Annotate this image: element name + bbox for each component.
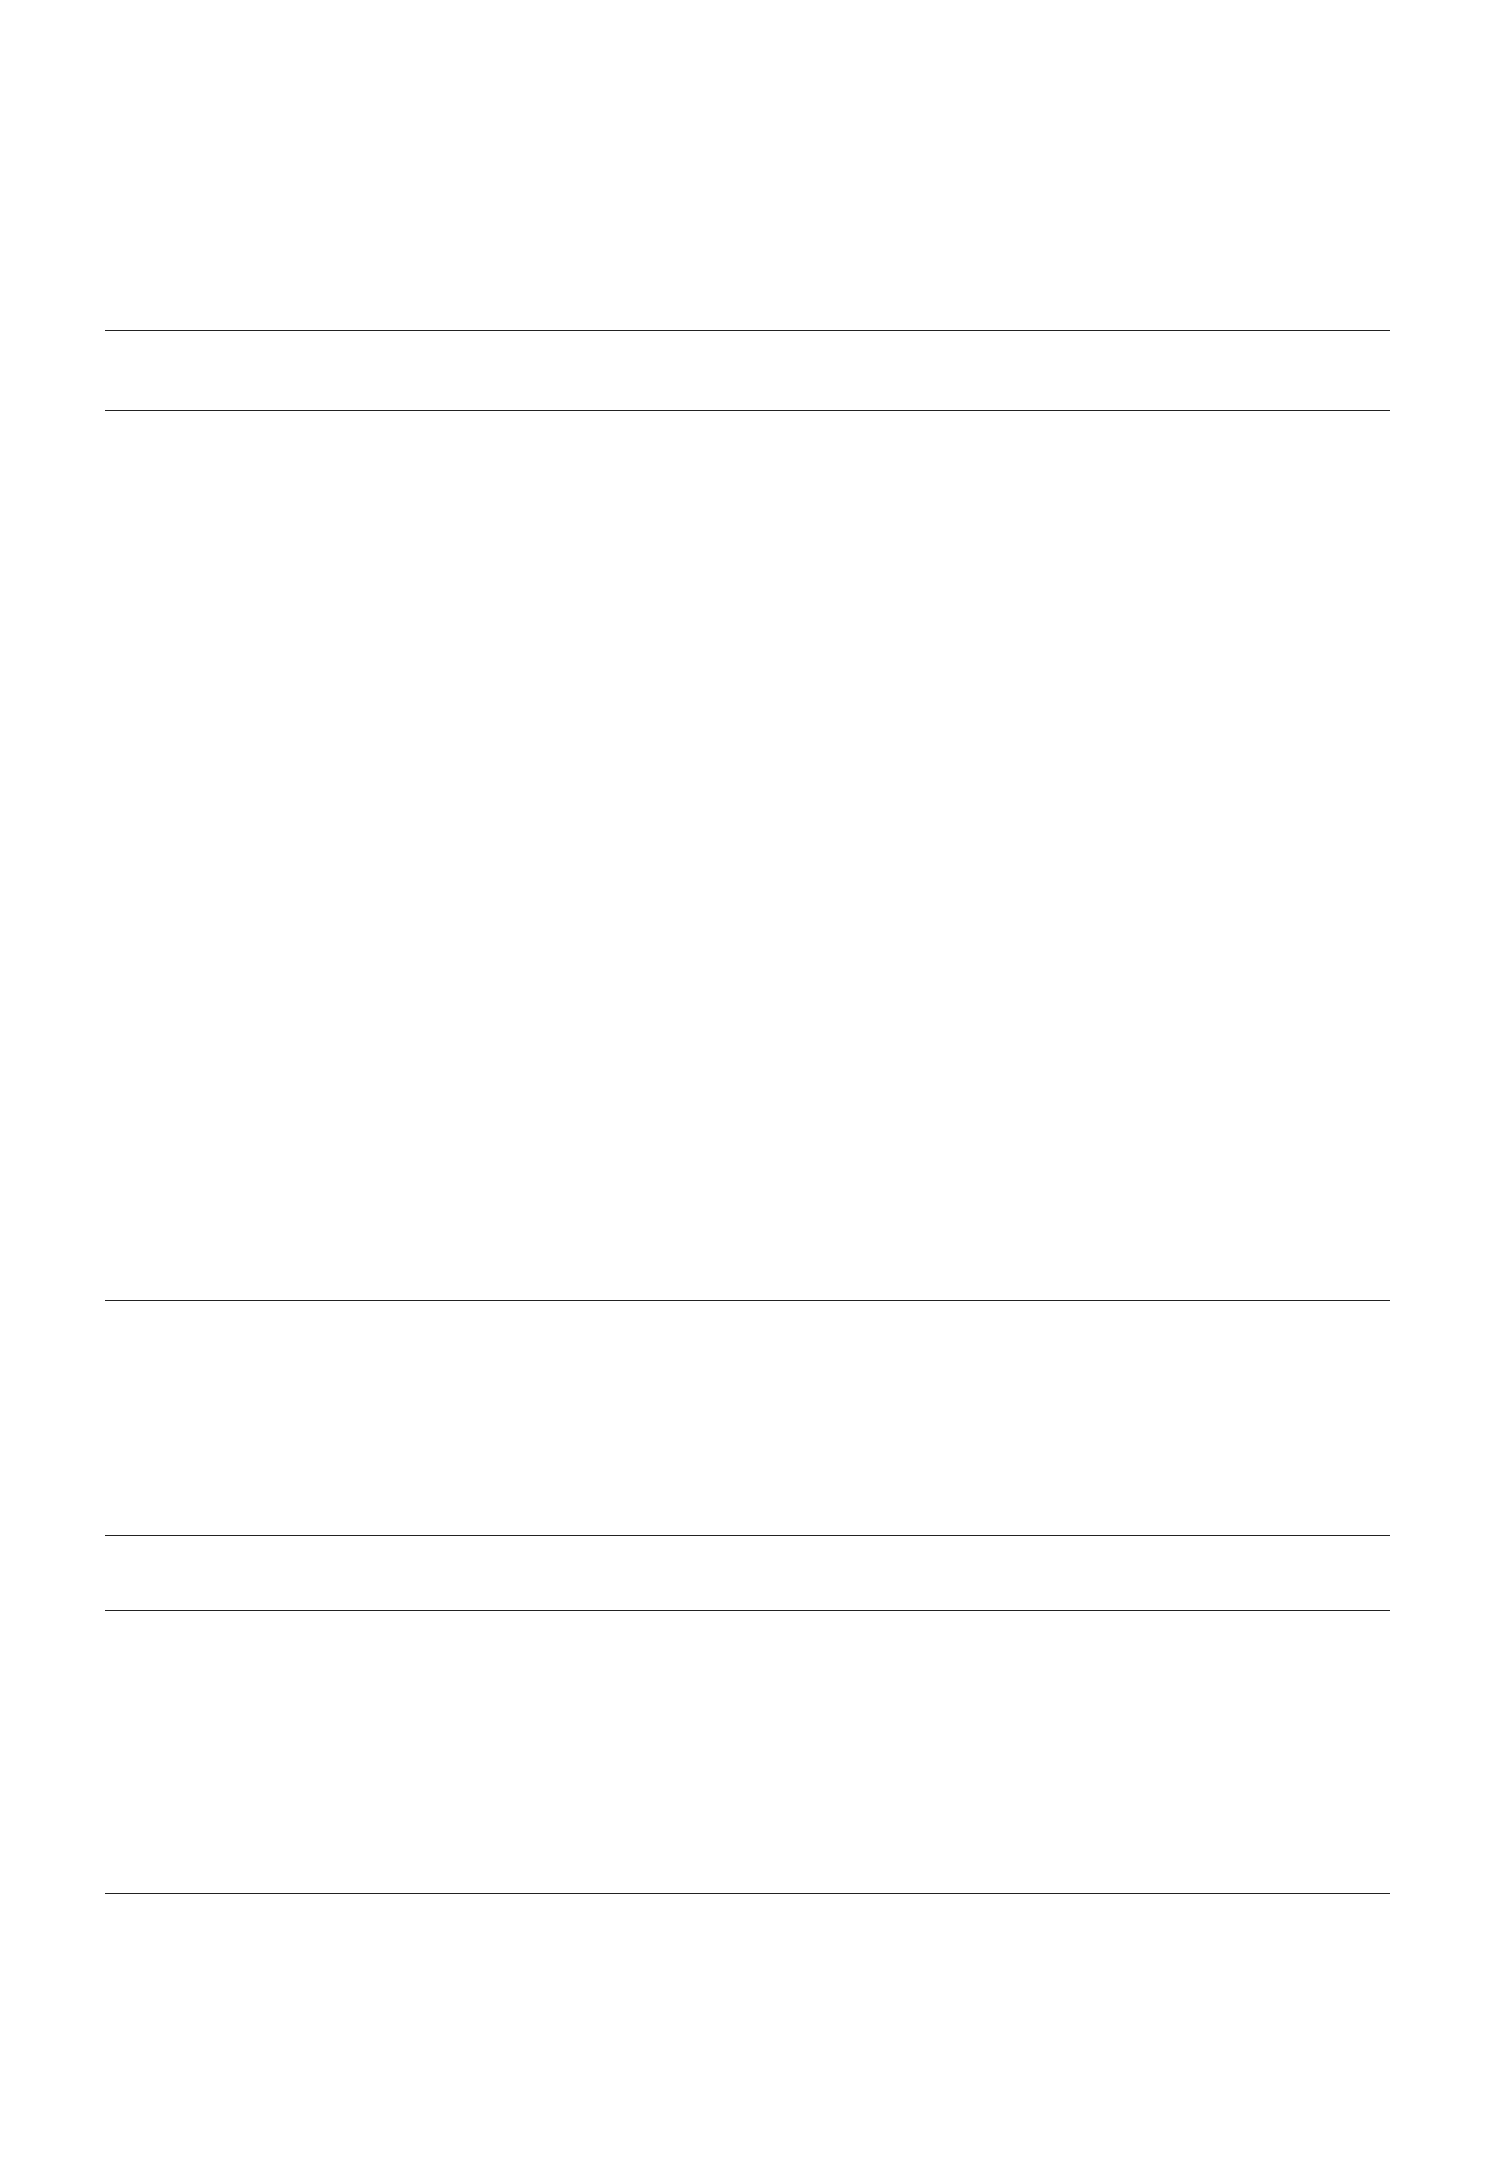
frei-top-rule xyxy=(105,1535,1390,1536)
table-bottom-rule xyxy=(105,1300,1390,1301)
table-header-rule xyxy=(105,410,1390,411)
unverbindlich-rule xyxy=(105,1893,1390,1894)
frei-header-rule xyxy=(105,1610,1390,1611)
table-top-rule xyxy=(105,330,1390,331)
praktikum-heading xyxy=(105,1396,115,1425)
